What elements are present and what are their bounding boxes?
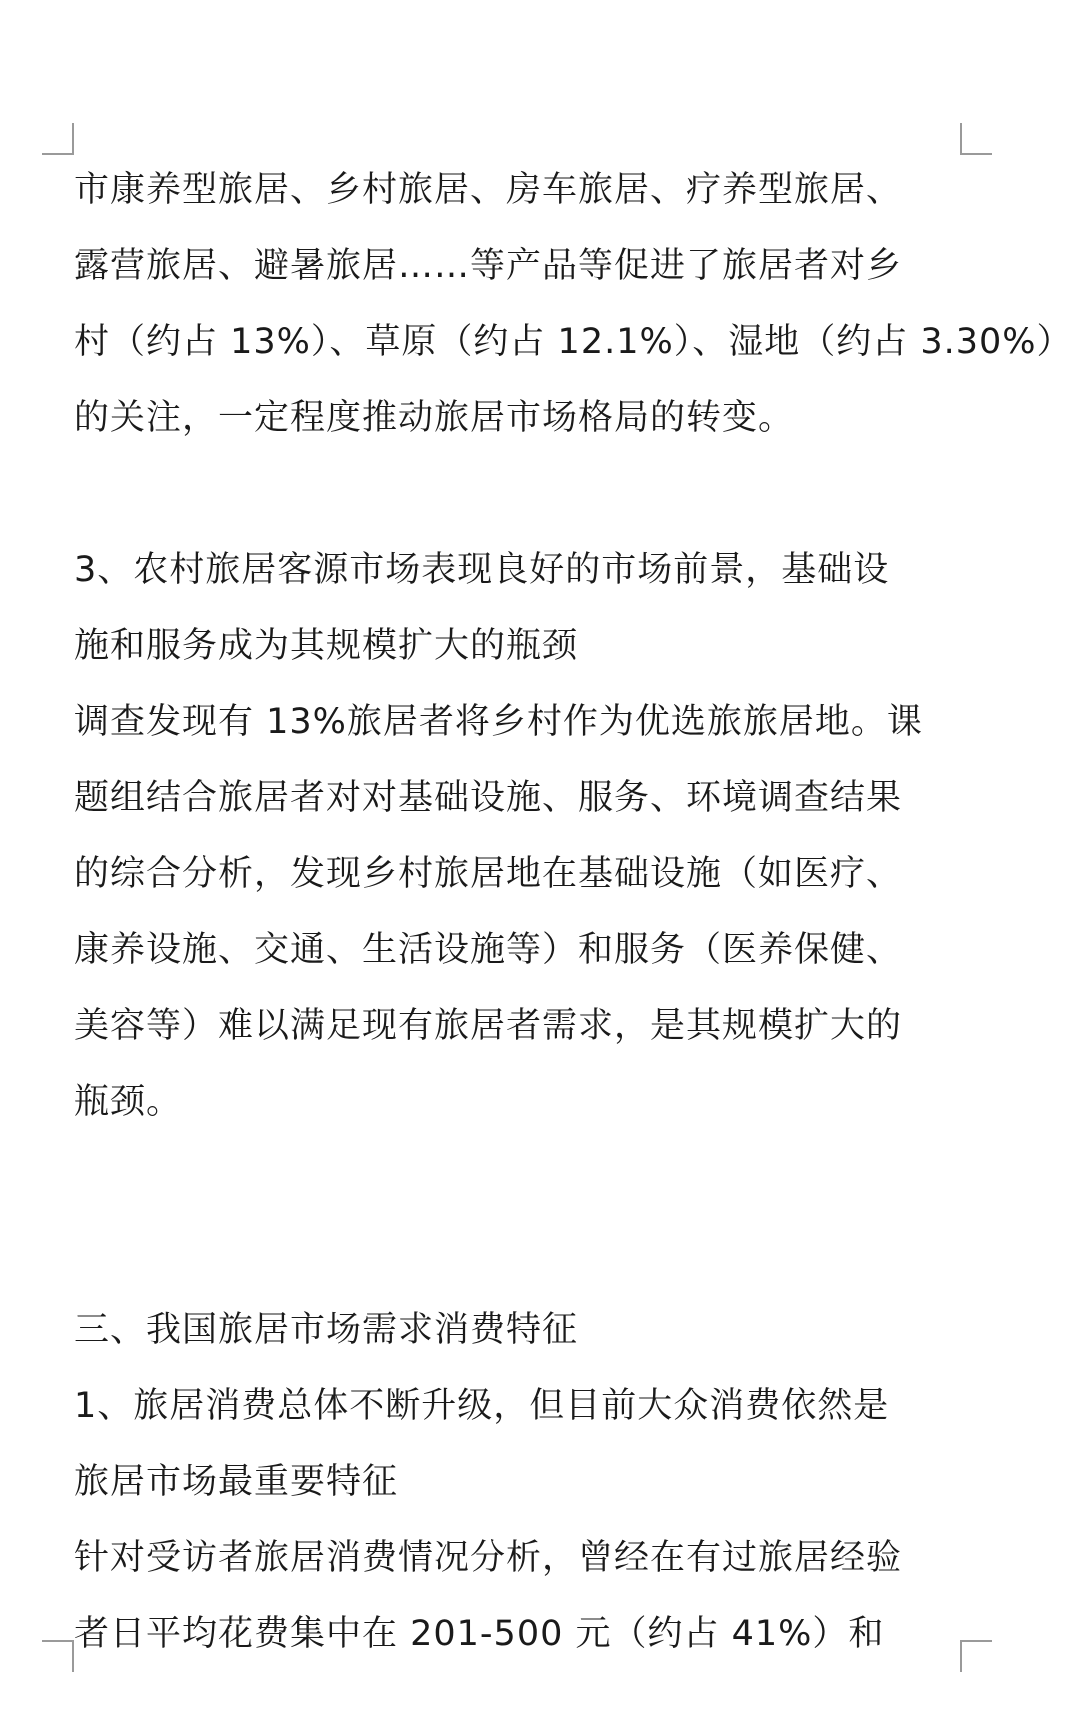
- blank-line: [74, 1146, 974, 1222]
- crop-mark-top-left: [42, 123, 74, 155]
- text-line: 针对受访者旅居消费情况分析，曾经在有过旅居经验: [74, 1538, 903, 1578]
- text-line: 康养设施、交通、生活设施等）和服务（医养保健、: [74, 930, 903, 970]
- text-line: 露营旅居、避暑旅居……等产品等促进了旅居者对乡: [74, 246, 903, 286]
- chapter-heading: 三、我国旅居市场需求消费特征: [74, 1310, 579, 1350]
- text-line: 的关注，一定程度推动旅居市场格局的转变。: [74, 398, 795, 438]
- text-line: 美容等）难以满足现有旅居者需求，是其规模扩大的: [74, 1006, 903, 1046]
- section-heading: 旅居市场最重要特征: [74, 1462, 399, 1502]
- section-heading: 1、旅居消费总体不断升级，但目前大众消费依然是: [74, 1386, 890, 1426]
- text-line: 题组结合旅居者对对基础设施、服务、环境调查结果: [74, 778, 903, 818]
- section-heading: 施和服务成为其规模扩大的瓶颈: [74, 626, 579, 666]
- text-line: 村（约占 13%）、草原（约占 12.1%）、湿地（约占 3.30%）: [74, 322, 1073, 362]
- document-body: [74, 158, 1073, 1678]
- blank-line: [74, 462, 974, 538]
- text-line: 瓶颈。: [74, 1082, 183, 1122]
- text-line: 者日平均花费集中在 201-500 元（约占 41%）和: [74, 1614, 885, 1654]
- text-line: 市康养型旅居、乡村旅居、房车旅居、疗养型旅居、: [74, 170, 903, 210]
- crop-mark-top-right: [960, 123, 992, 155]
- crop-mark-bottom-left: [42, 1640, 74, 1672]
- text-line: 的综合分析，发现乡村旅居地在基础设施（如医疗、: [74, 854, 903, 894]
- text-line: 调查发现有 13%旅居者将乡村作为优选旅旅居地。课: [74, 702, 923, 742]
- blank-line: [74, 1222, 974, 1298]
- section-heading: 3、农村旅居客源市场表现良好的市场前景，基础设: [74, 550, 890, 590]
